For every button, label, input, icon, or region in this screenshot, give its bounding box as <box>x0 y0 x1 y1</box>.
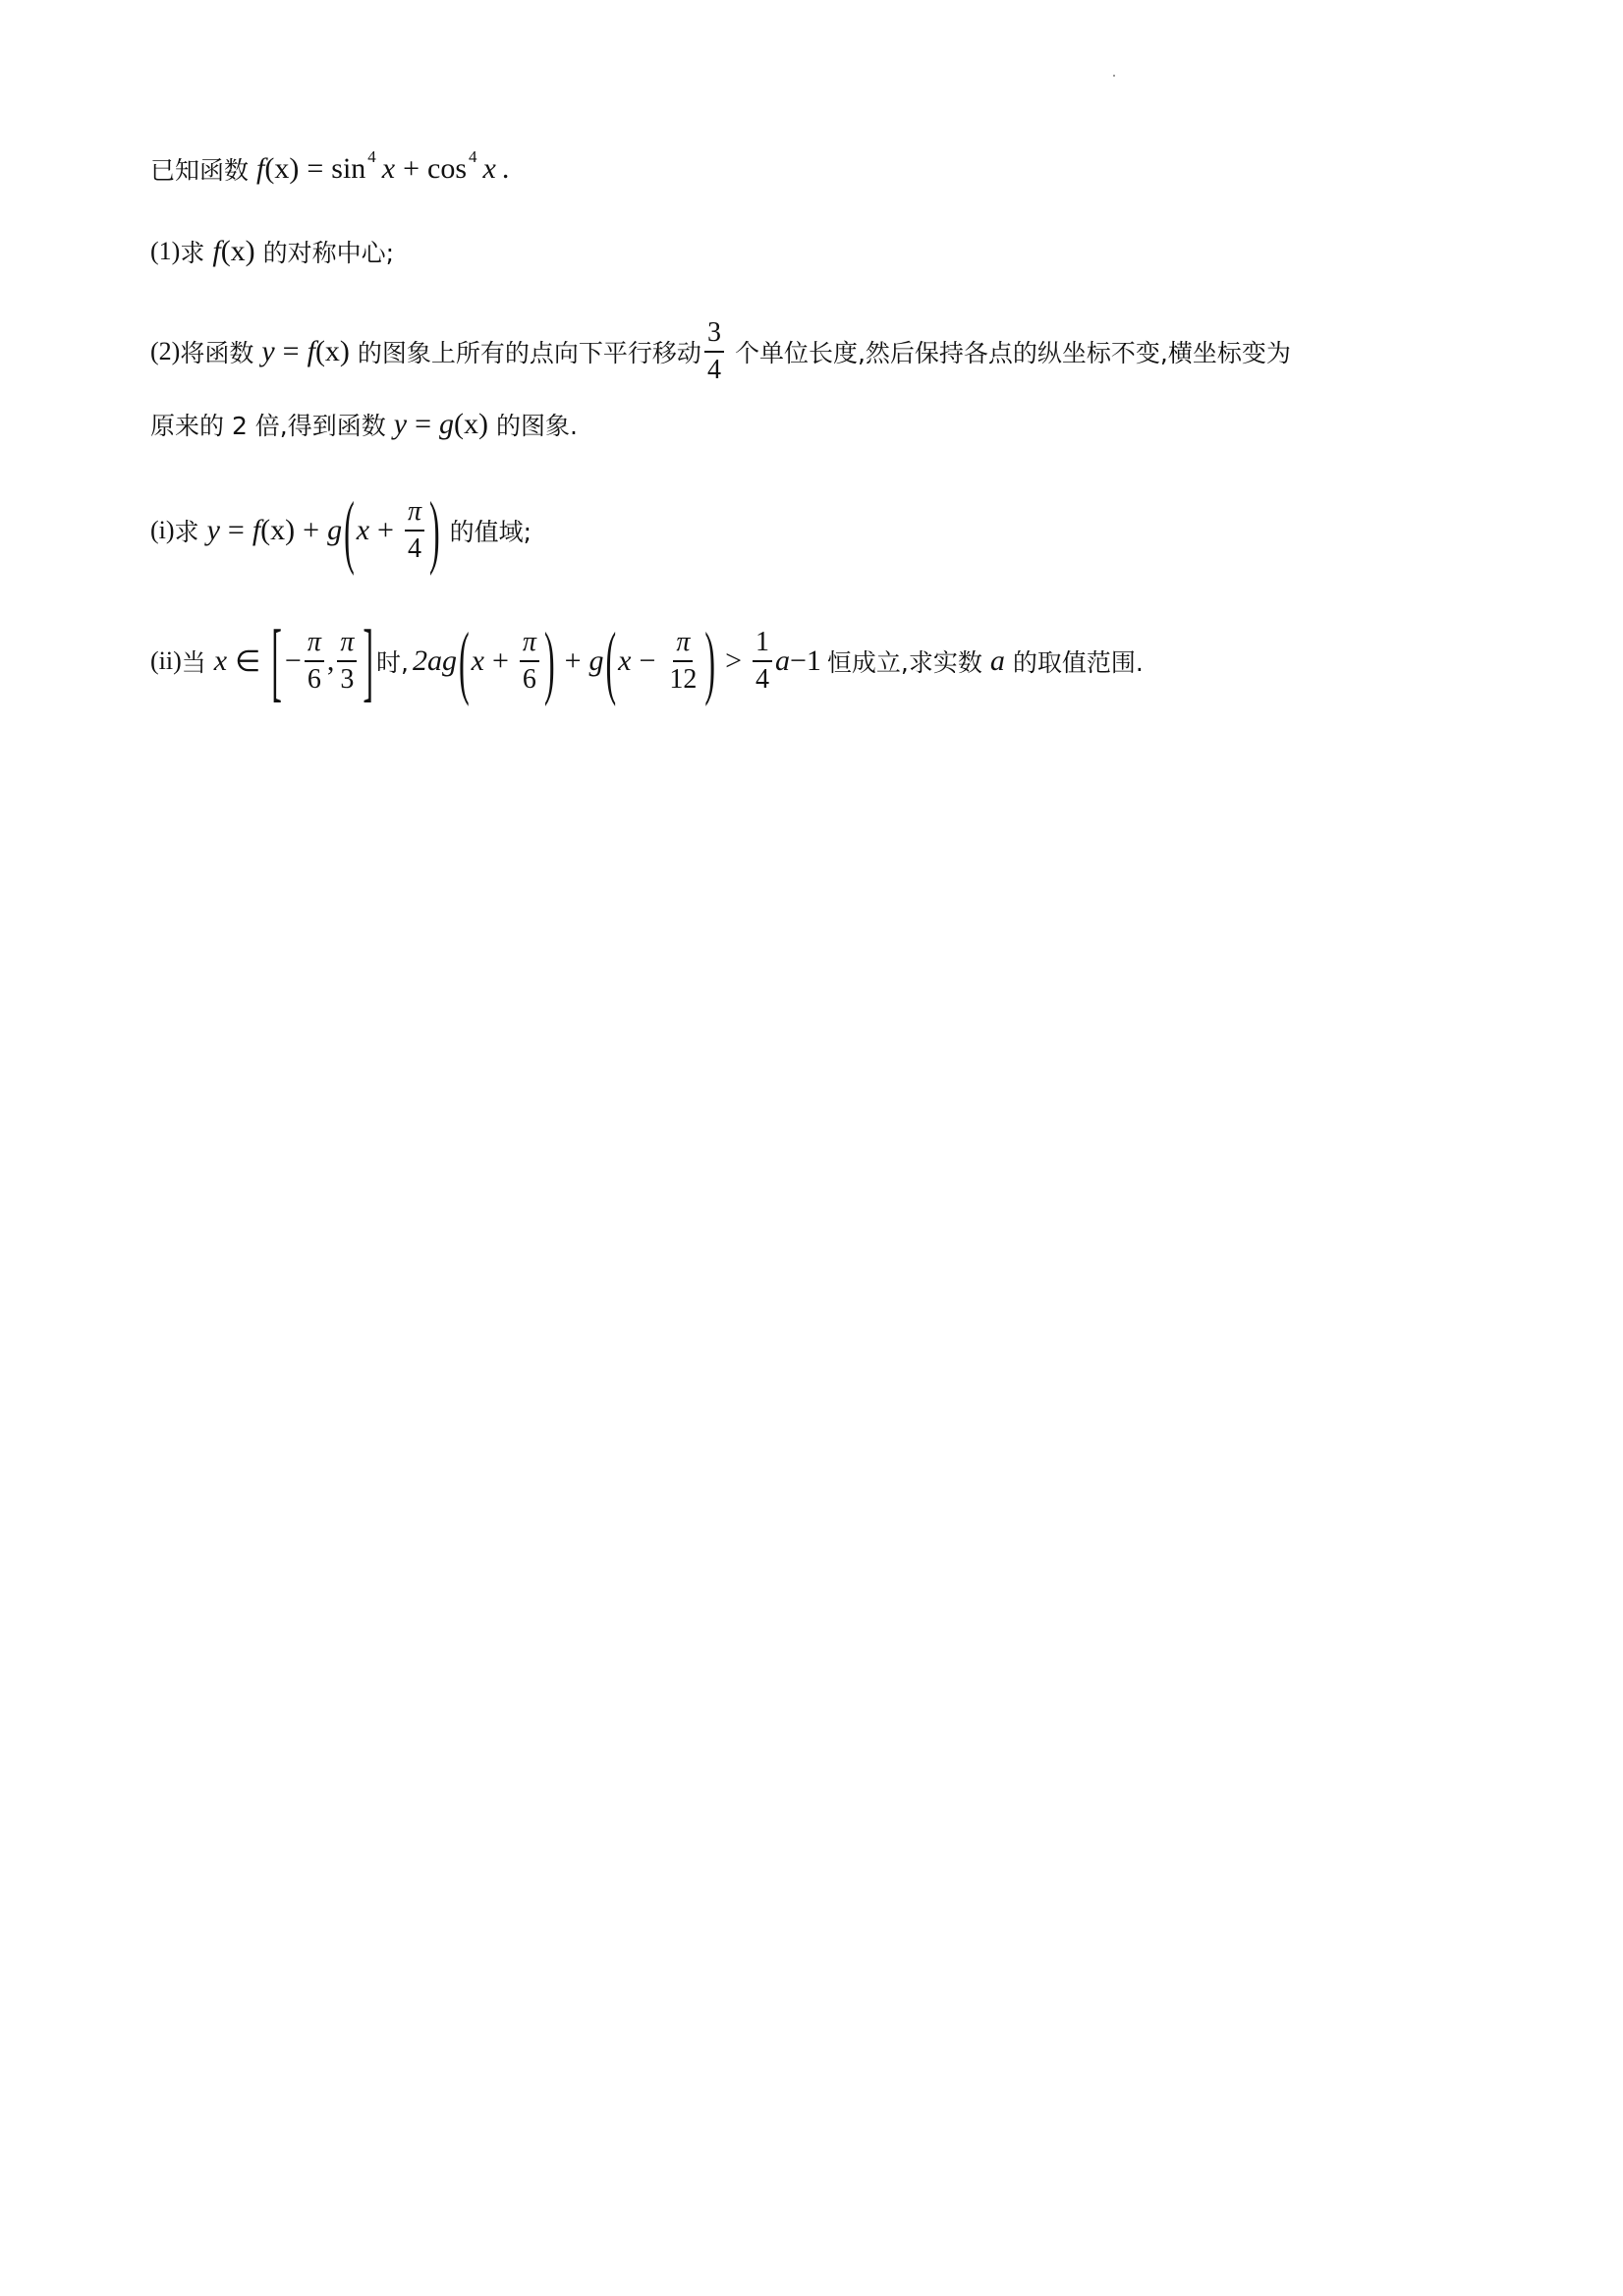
qi-right-paren: ) <box>429 482 440 576</box>
quarter-den: 4 <box>756 664 769 695</box>
q2-func-f: f <box>307 335 315 367</box>
qi-plus: + <box>303 514 320 546</box>
g1-right-paren: ) <box>543 613 555 706</box>
question-i <box>150 482 532 576</box>
g2-right-paren: ) <box>704 613 716 706</box>
g2-frac-den: 12 <box>669 664 698 695</box>
qi-func-g: g <box>327 514 343 546</box>
g2-frac-pi: π <box>673 629 693 662</box>
q1-text-b: 的对称中心; <box>262 239 395 267</box>
quarter-fraction <box>753 629 772 694</box>
g2-left-paren: ( <box>605 613 617 706</box>
qi-arg-plus: + <box>377 514 394 546</box>
qi-frac-pi: π <box>405 498 424 532</box>
equals-sign: = <box>307 152 324 185</box>
func-arg: (x) <box>264 152 300 185</box>
q2-func-arg: (x) <box>314 335 350 367</box>
rhs-minus-one: −1 <box>790 644 821 677</box>
func-f: f <box>256 152 265 185</box>
sin-arg: x <box>381 152 396 185</box>
qi-func-f: f <box>252 514 261 546</box>
rhs-a: a <box>775 644 790 677</box>
q2-equals: = <box>282 335 300 367</box>
interval-minus: − <box>284 644 302 677</box>
qi-left-paren: ( <box>344 482 355 576</box>
interval-lower-fraction <box>305 629 324 694</box>
lower-frac-den: 6 <box>307 664 321 695</box>
qii-text-c: 恒成立,求实数 <box>826 648 982 677</box>
g1-arg-plus: + <box>491 644 509 677</box>
g1-frac-pi: π <box>520 629 539 662</box>
qii-number: (ii) <box>150 646 182 675</box>
q2-line2-var-y: y <box>393 408 408 440</box>
g1-fraction <box>520 629 539 694</box>
question-1 <box>150 226 394 277</box>
g1-left-paren: ( <box>459 613 470 706</box>
sin-exponent: 4 <box>367 147 376 166</box>
qi-fraction <box>405 498 424 563</box>
qii-text-a: 当 <box>181 648 206 677</box>
q2-line2-text: 原来的 2 倍,得到函数 <box>150 412 386 440</box>
qi-equals: = <box>227 514 245 546</box>
interval-right-bracket: ] <box>363 610 374 709</box>
shift-numerator: 3 <box>704 319 724 353</box>
coef-2a: 2a <box>413 644 442 677</box>
cos-arg: x <box>482 152 496 185</box>
intro-period: . <box>501 152 510 185</box>
q2-line2-end: 的图象. <box>495 412 578 440</box>
question-2 <box>150 312 1291 391</box>
lower-frac-pi: π <box>305 629 324 662</box>
qii-func-g-2: g <box>588 644 604 677</box>
qii-var-x: x <box>213 644 228 677</box>
interval-upper-fraction <box>337 629 357 694</box>
q2-func-g: g <box>439 408 454 440</box>
q2-text-c: 个单位长度,然后保持各点的纵坐标不变,横坐标变为 <box>734 339 1291 367</box>
shift-fraction <box>704 319 724 384</box>
scan-speck <box>1113 75 1115 77</box>
intro-prefix: 已知函数 <box>150 156 250 185</box>
qi-number: (i) <box>150 516 175 544</box>
plus-sign: + <box>403 152 420 185</box>
greater-than: > <box>725 644 742 677</box>
cos-symbol: cos <box>427 152 468 185</box>
qii-text-b: 时, <box>376 648 409 677</box>
qii-plus: + <box>564 644 582 677</box>
question-ii <box>150 610 1144 709</box>
q1-text-a: 求 <box>180 239 205 267</box>
problem-statement <box>150 143 509 195</box>
qi-frac-den: 4 <box>407 533 421 564</box>
q2-line2-equals: = <box>415 408 431 440</box>
upper-frac-pi: π <box>337 629 357 662</box>
quarter-num: 1 <box>753 629 772 662</box>
q2-text-b: 的图象上所有的点向下平行移动 <box>357 339 701 367</box>
interval-left-bracket: [ <box>271 610 282 709</box>
qi-text-b: 的值域; <box>449 518 532 546</box>
q1-number: (1) <box>150 237 181 265</box>
qii-func-g-1: g <box>442 644 457 677</box>
cos-exponent: 4 <box>469 147 477 166</box>
qi-text-a: 求 <box>174 518 199 546</box>
q2-text-a: 将函数 <box>180 339 254 367</box>
qi-func-arg: (x) <box>260 514 296 546</box>
q2-number: (2) <box>150 337 181 365</box>
q1-func-arg: (x) <box>220 235 255 267</box>
shift-denominator: 4 <box>706 355 721 385</box>
g2-fraction <box>666 629 700 694</box>
qii-element-of: ∈ <box>235 644 261 678</box>
g1-frac-den: 6 <box>522 664 536 695</box>
sin-symbol: sin <box>331 152 366 185</box>
qi-var-y: y <box>206 514 220 546</box>
q2-func-g-arg: (x) <box>454 408 488 440</box>
question-2-continued <box>150 399 578 450</box>
qi-arg-x: x <box>356 514 370 546</box>
g1-arg-x: x <box>471 644 484 677</box>
q2-var-y: y <box>261 335 275 367</box>
qii-text-d: 的取值范围. <box>1012 648 1144 677</box>
g2-arg-x: x <box>618 644 632 677</box>
upper-frac-den: 3 <box>340 664 355 695</box>
q1-func-f: f <box>212 235 221 267</box>
g2-arg-minus: − <box>639 644 656 677</box>
interval-comma: , <box>326 644 335 677</box>
qii-var-a: a <box>989 644 1005 677</box>
